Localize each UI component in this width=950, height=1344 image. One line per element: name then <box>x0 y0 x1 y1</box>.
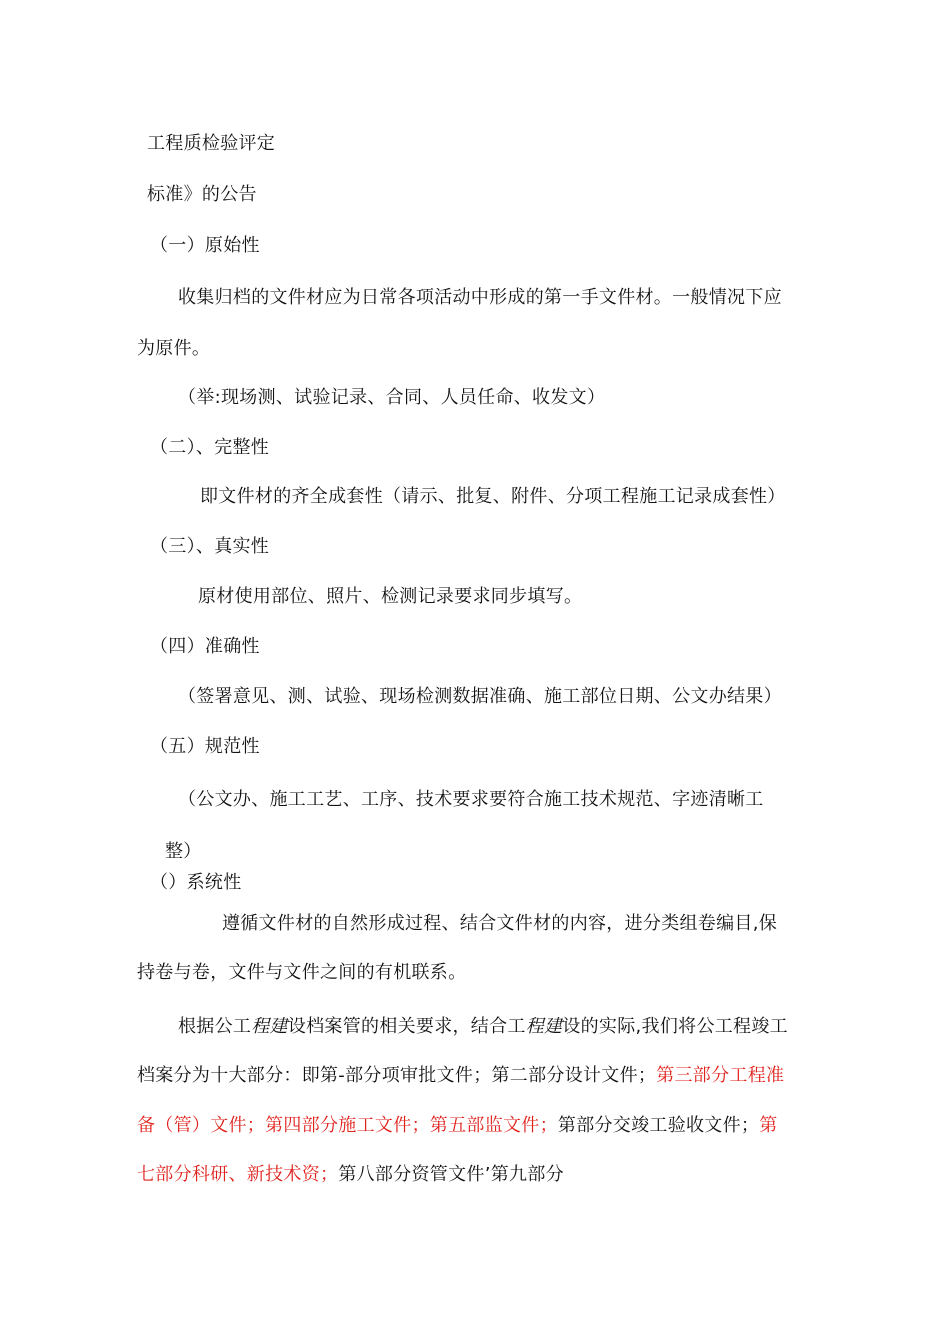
archive-text-highlight: 第三部分工程准 <box>656 1065 785 1086</box>
archive-text: 档案分为十大部分：即第-部分项审批文件；第二部分设计文件； <box>137 1065 657 1086</box>
section-1-body-line-2: 为原件。 <box>137 338 211 359</box>
archive-text: 根据公工 <box>178 1016 252 1037</box>
archive-text: 设档案管的相关要求，结合工 <box>287 1016 526 1037</box>
section-4-body: （签署意见、测、试验、现场检测数据准确、施工部位日期、公文办结果） <box>178 686 782 707</box>
section-6-body-line-2: 持卷与卷，文件与文件之间的有机联系。 <box>137 962 467 983</box>
section-1-examples: （举:现场测、试验记录、合同、人员任命、收发文） <box>178 387 606 408</box>
section-5-body-line-1: （公文办、施工工艺、工序、技术要求要符合施工技术规范、字迹清晰工 <box>178 789 764 810</box>
archive-text: 第部分交竣工验收文件； <box>557 1115 760 1136</box>
archive-text: 设的实际,我们将公工程竣工 <box>562 1016 788 1037</box>
section-6-heading: （）系统性 <box>150 872 242 893</box>
title-line-1: 工程质检验评定 <box>147 133 276 154</box>
section-1-body-line-1: 收集归档的文件材应为日常各项活动中形成的第一手文件材。一般情况下应 <box>178 287 782 308</box>
archive-paragraph-line-2 <box>137 1064 784 1088</box>
archive-text-highlight: 七部分科研、新技术资； <box>137 1164 339 1185</box>
section-5-body-line-2: 整） <box>165 841 202 862</box>
section-2-body: 即文件材的齐全成套性（请示、批复、附件、分项工程施工记录成套性） <box>200 486 786 507</box>
archive-paragraph-line-3 <box>137 1114 778 1138</box>
archive-text-italic: 程建 <box>525 1016 563 1037</box>
section-2-heading: （二）、完整性 <box>150 437 270 458</box>
title-line-2: 标准》的公告 <box>147 184 257 205</box>
archive-paragraph-line-1 <box>178 1015 788 1039</box>
archive-text-italic: 程建 <box>251 1016 288 1037</box>
section-4-heading: （四）准确性 <box>150 636 260 657</box>
archive-paragraph-line-4 <box>137 1163 564 1187</box>
archive-text: 第八部分资管文件’第九部分 <box>338 1164 564 1185</box>
section-5-heading: （五）规范性 <box>150 736 260 757</box>
section-3-body: 原材使用部位、照片、检测记录要求同步填写。 <box>198 586 583 607</box>
section-1-heading: （一）原始性 <box>150 235 260 256</box>
section-6-body-line-1: 遵循文件材的自然形成过程、结合文件材的内容，进分类组卷编目,保 <box>222 913 778 934</box>
section-3-heading: （三）、真实性 <box>150 536 270 557</box>
archive-text-highlight: 第 <box>759 1115 778 1136</box>
archive-text-highlight: 备（管）文件；第四部分施工文件；第五部监文件； <box>137 1115 558 1136</box>
